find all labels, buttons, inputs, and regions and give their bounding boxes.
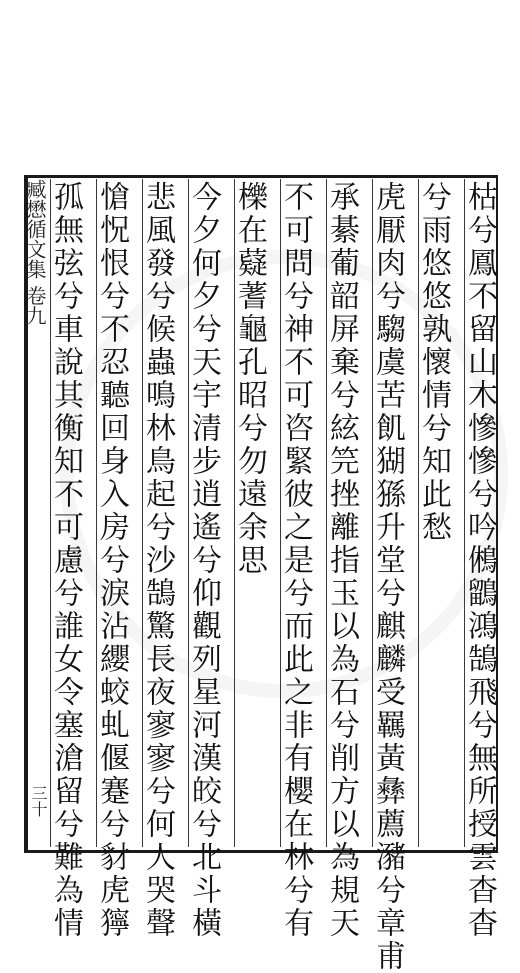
- text-column-2: 兮雨悠悠孰懷情兮知此愁: [416, 181, 451, 544]
- text-column-7: 今夕何夕兮天宇清步逍遙兮仰觀列星河漢皎兮北斗橫: [186, 181, 221, 940]
- page-number: 三十: [29, 785, 48, 817]
- text-column-5: 不可問兮神不可咨緊彼之是兮而此之非有櫻在林兮有: [278, 181, 313, 940]
- text-column-10: 孤無弦兮車說其衡知不可慮兮誰女令塞滄留兮難為情: [48, 181, 83, 940]
- text-column-1: 枯兮鳳不留山木慘慘兮吟鵂鶹鴻鵠飛兮無所授雲杳杳: [462, 181, 497, 940]
- text-block: [18, 175, 502, 973]
- text-column-4: 承綦葡韶屏棄兮絃笎挫離指玉以為石兮削方以為規天: [324, 181, 359, 940]
- text-column-9: 愴怳恨兮不忍聽回身入房兮淚沾纓蛟虬偃蹇兮豺虎獰: [94, 181, 129, 940]
- margin-title: [22, 179, 48, 325]
- margin-title-text: 臧懋循文集 卷九: [23, 179, 47, 326]
- text-column-8: 悲風發兮候蟲鳴林鳥起兮沙鵠驚長夜寥寥兮何人哭聲: [140, 181, 175, 940]
- text-column-3: 虎厭肉兮騶虞苦飢猢猻升堂兮麒麟受羈黃彝薦瀦兮章甫: [370, 181, 405, 973]
- text-column-6: 櫟在薿蓍龜孔昭兮勿遠余思: [232, 181, 267, 577]
